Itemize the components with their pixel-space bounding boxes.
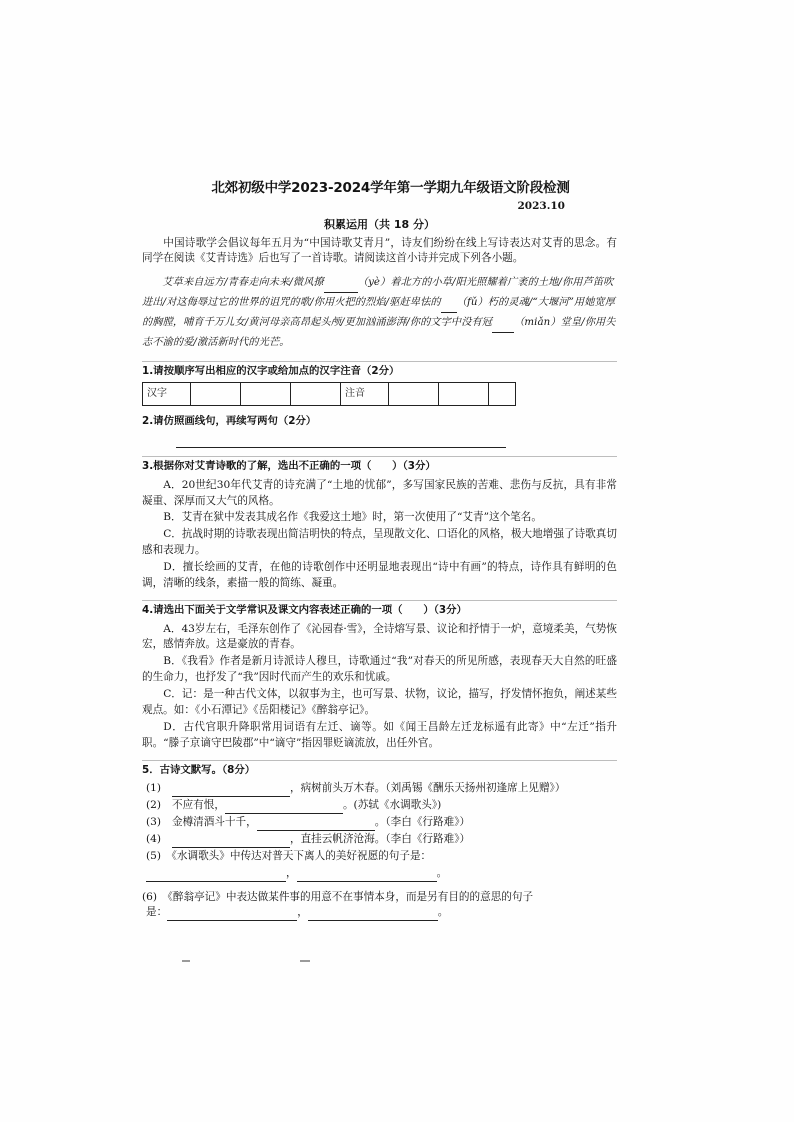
poem-part-2: （yè）着北方的小草/阳光照耀着广袤的土地/你用芦笛吹进出/对这侮辱过它的世界的诅咒的歌/你用火把的烈焰/驱赶卑怯的 <box>142 277 614 309</box>
scan-mark <box>300 960 310 962</box>
answer-line[interactable] <box>176 433 506 448</box>
q3-option-c: C．抗战时期的诗歌表现出简洁明快的特点，呈现散文化、口语化的风格，极大地增强了诗歌真切感和表现力。 <box>142 528 617 557</box>
blank-2[interactable] <box>441 312 457 313</box>
q3-option-a: A．20世纪30年代艾青的诗充满了“土地的忧郁”，多写国家民族的苦难、悲伤与反抗，具有非常凝重、深厚而又大气的风格。 <box>142 478 617 507</box>
recite-item-5-answer: ， 。 <box>146 866 617 882</box>
poem-part-1: 艾草来自远方/青春走向未来/微风撩 <box>162 277 324 289</box>
recite-blank[interactable] <box>308 920 438 921</box>
recite-blank[interactable] <box>167 920 297 921</box>
poem-text <box>142 273 617 353</box>
q4-option-b: B．《我看》作者是新月诗派诗人穆旦，诗歌通过“我”对春天的所见所感，表现春天大自然的旺盛的生命力，也抒发了“我”因时代而产生的欢乐和忧戚。 <box>142 655 617 684</box>
recite-item-6: (6) 《醉翁亭记》中表达做某件事的用意不在事情本身，而是另有目的的意思的句子 <box>142 890 534 903</box>
recite-item-6-answer: 是： ， 。 <box>146 905 617 921</box>
recite-item-1: (1) ，病树前头万木春。（刘禹锡《酬乐天扬州初逢席上见赠》） <box>146 781 617 797</box>
recite-blank[interactable] <box>225 813 343 814</box>
grid-cell[interactable] <box>439 383 489 405</box>
recite-blank[interactable] <box>172 796 290 797</box>
grid-cell[interactable] <box>191 383 241 405</box>
grid-cell[interactable] <box>241 383 291 405</box>
recite-item-2: (2) 不应有恨， 。(苏轼《水调歌头》) <box>146 798 617 814</box>
grid-cell[interactable] <box>389 383 439 405</box>
question-3: 3.根据你对艾青诗歌的了解，选出不正确的一项（ ）（3分） <box>142 456 617 475</box>
grid-label-zhuyin: 注音 <box>341 383 389 405</box>
grid-cell[interactable] <box>291 383 341 405</box>
question-5: 5．古诗文默写。（8分） <box>142 760 617 779</box>
recite-item-4: (4) ，直挂云帆济沧海。（李白《行路难》） <box>146 832 617 848</box>
recite-blank[interactable] <box>146 881 286 882</box>
section-title: 积累运用（共 18 分） <box>324 218 435 231</box>
question-2: 2.请仿照画线句，再续写两句（2分） <box>142 415 317 428</box>
recite-blank[interactable] <box>172 847 290 848</box>
blank-1[interactable] <box>324 292 358 293</box>
poem-part-3: （fǔ）朽的灵魂/“大堰河”用她宽厚的胸膛，哺育千万儿女/黄河母亲高昂起头颅/更加汹涌澎湃/你的文字中没有冠 <box>142 297 616 329</box>
exam-content <box>142 178 617 922</box>
exam-title: 北郊初级中学2023-2024学年第一学期九年级语文阶段检测 <box>211 180 570 196</box>
poem-part-4: （miǎn）堂皇/你用失志不渝的爱/激活新时代的光芒。 <box>142 317 616 348</box>
recite-item-5: (5) 《水调歌头》中传达对普天下离人的美好祝愿的句子是： <box>146 849 432 862</box>
recite-blank[interactable] <box>297 881 437 882</box>
exam-date: 2023.10 <box>517 200 565 213</box>
answer-grid <box>142 382 516 406</box>
recite-blank[interactable] <box>257 830 375 831</box>
recite-item-3: (3) 金樽清酒斗十千， 。（李白《行路难》） <box>146 815 617 831</box>
q4-option-a: A．43岁左右，毛泽东创作了《沁园春·雪》，全诗熔写景、议论和抒情于一炉，意境柔美，气势恢宏，感情奔放。这是豪放的青春。 <box>142 622 617 651</box>
q4-option-c: C．记：是一种古代文体，以叙事为主，也可写景、状物，议论，描写，抒发情怀抱负，阐述某些观点。如：《小石潭记》《岳阳楼记》《醉翁亭记》。 <box>142 688 617 716</box>
blank-3[interactable] <box>492 332 514 333</box>
q4-option-d: D．古代官职升降职常用词语有左迁、谪等。如《闻王昌龄左迁龙标遥有此寄》中“左迁”指升职。“滕子京谪守巴陵郡”中“谪守”指因罪贬谪流放，出任外官。 <box>142 720 617 749</box>
q3-option-b: B．艾青在狱中发表其成名作《我爱这土地》时，第一次使用了“艾青”这个笔名。 <box>163 511 542 524</box>
q3-option-d: D．擅长绘画的艾青，在他的诗歌创作中还明显地表现出“诗中有画”的特点，诗作具有鲜明的色调，清晰的线条，素描一般的简练、凝重。 <box>142 561 617 590</box>
grid-cell[interactable] <box>489 383 539 405</box>
question-4: 4.请选出下面关于文学常识及课文内容表述正确的一项（ ）（3分） <box>142 600 617 619</box>
intro-paragraph: 中国诗歌学会倡议每年五月为“中国诗歌艾青月”，诗友们纷纷在线上写诗表达对艾青的思念。有同学在阅读《艾青诗选》后也写了一首诗歌。请阅读这首小诗并完成下列各小题。 <box>142 236 617 265</box>
grid-label-hanzi: 汉字 <box>143 383 191 405</box>
question-1: 1.请按顺序写出相应的汉字或给加点的汉字注音（2分） <box>142 361 617 380</box>
scan-mark <box>182 960 190 962</box>
